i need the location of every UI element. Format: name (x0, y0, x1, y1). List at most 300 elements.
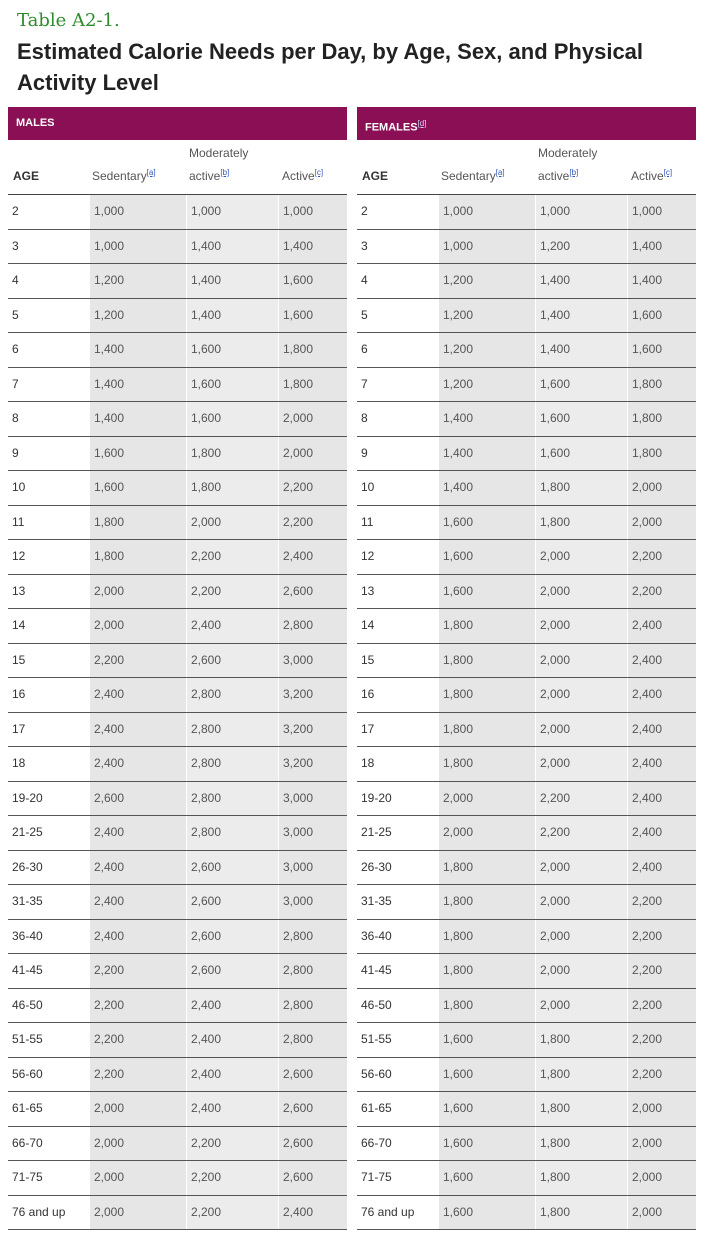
table-row (357, 885, 696, 920)
age-cell: 26-30 (361, 859, 392, 874)
age-cell: 9 (12, 445, 19, 460)
age-cell: 46-50 (12, 997, 43, 1012)
active-cell: 2,200 (628, 885, 696, 919)
sedentary-cell: 1,600 (439, 1196, 535, 1230)
age-cell: 16 (361, 687, 375, 701)
active-cell: 2,200 (279, 471, 347, 505)
table-row (357, 954, 696, 989)
sedentary-cell: 1,000 (439, 195, 535, 229)
sedentary-cell: 2,000 (439, 782, 535, 816)
table-row (8, 299, 347, 334)
moderate-cell: 1,600 (536, 437, 627, 471)
age-cell: 15 (12, 652, 26, 667)
females-table (357, 107, 696, 1230)
table-row (8, 1127, 347, 1162)
age-cell: 31-35 (361, 894, 392, 908)
table-row (8, 713, 347, 748)
age-cell: 17 (12, 721, 26, 736)
age-cell: 8 (361, 411, 368, 425)
table-row (357, 713, 696, 748)
sedentary-cell: 2,200 (90, 1023, 186, 1057)
table-row (8, 437, 347, 472)
table-row (8, 1092, 347, 1127)
table-row (357, 1127, 696, 1162)
moderate-cell: 2,000 (536, 609, 627, 643)
sedentary-cell: 2,000 (90, 1092, 186, 1126)
moderate-cell: 1,400 (536, 333, 627, 367)
age-cell: 2 (12, 204, 19, 218)
moderate-cell: 2,600 (187, 851, 278, 885)
table-row (8, 920, 347, 955)
sedentary-cell: 2,600 (90, 782, 186, 816)
active-cell: 1,800 (628, 402, 696, 436)
active-cell: 2,400 (279, 1196, 347, 1230)
sedentary-cell: 1,200 (439, 368, 535, 402)
moderate-cell: 2,200 (187, 540, 278, 574)
age-cell: 21-25 (361, 825, 392, 839)
table-caption: Table A2-1. (17, 10, 120, 31)
active-cell: 2,400 (628, 678, 696, 712)
active-cell: 2,400 (628, 644, 696, 678)
moderate-cell: 2,400 (187, 1023, 278, 1057)
moderate-cell: 1,600 (187, 333, 278, 367)
sedentary-cell: 1,600 (90, 437, 186, 471)
males-rows (8, 195, 347, 1230)
moderate-cell: 1,400 (187, 299, 278, 333)
moderate-cell: 1,800 (536, 1127, 627, 1161)
table-row (357, 402, 696, 437)
active-cell: 2,400 (279, 540, 347, 574)
sedentary-cell: 1,400 (439, 402, 535, 436)
active-cell: 2,000 (279, 437, 347, 471)
table-row (357, 333, 696, 368)
age-cell: 66-70 (12, 1135, 43, 1150)
active-cell: 2,600 (279, 1058, 347, 1092)
sedentary-cell: 1,600 (90, 471, 186, 505)
age-cell: 71-75 (361, 1170, 392, 1184)
sedentary-cell: 1,200 (439, 333, 535, 367)
active-cell: 2,600 (279, 1161, 347, 1195)
sedentary-cell: 2,000 (90, 575, 186, 609)
active-cell: 1,600 (279, 264, 347, 298)
sedentary-cell: 1,000 (90, 195, 186, 229)
sedentary-cell: 1,000 (90, 230, 186, 264)
sedentary-cell: 1,400 (90, 368, 186, 402)
sedentary-cell: 2,400 (90, 747, 186, 781)
moderate-cell: 2,200 (187, 575, 278, 609)
moderate-cell: 2,600 (187, 920, 278, 954)
moderate-cell: 2,600 (187, 885, 278, 919)
active-cell: 2,400 (628, 816, 696, 850)
sedentary-cell: 1,200 (439, 299, 535, 333)
moderate-cell: 2,000 (536, 713, 627, 747)
age-cell: 6 (12, 342, 19, 356)
active-cell: 2,400 (628, 609, 696, 643)
sedentary-cell: 1,600 (439, 575, 535, 609)
active-cell: 1,400 (279, 230, 347, 264)
footnote-link-c[interactable]: [c] (663, 168, 673, 177)
age-cell: 18 (12, 756, 26, 770)
active-cell: 2,200 (628, 954, 696, 988)
table-row (357, 437, 696, 472)
age-cell: 76 and up (361, 1204, 415, 1219)
moderate-cell: 1,800 (536, 1058, 627, 1092)
age-cell: 4 (361, 273, 368, 287)
females-header-band (357, 107, 696, 140)
active-cell: 1,400 (628, 230, 696, 264)
age-cell: 16 (12, 687, 26, 701)
age-cell: 36-40 (361, 928, 392, 943)
age-cell: 3 (361, 238, 368, 253)
age-cell: 19-20 (12, 790, 43, 805)
table-row (357, 678, 696, 713)
females-label: FEMALES (365, 121, 418, 134)
table-row (357, 540, 696, 575)
moderate-cell: 2,000 (536, 678, 627, 712)
active-cell: 2,600 (279, 1092, 347, 1126)
table-row (8, 1023, 347, 1058)
age-cell: 46-50 (361, 997, 392, 1012)
active-cell: 1,600 (628, 333, 696, 367)
age-cell: 6 (361, 342, 368, 356)
sedentary-cell: 2,400 (90, 713, 186, 747)
table-row (357, 1161, 696, 1196)
active-cell: 2,200 (628, 540, 696, 574)
table-row (8, 506, 347, 541)
sedentary-cell: 2,200 (90, 644, 186, 678)
active-cell: 2,400 (628, 747, 696, 781)
moderate-cell: 2,400 (187, 1058, 278, 1092)
age-cell: 10 (361, 480, 375, 494)
active-cell: 1,000 (279, 195, 347, 229)
sedentary-cell: 1,800 (439, 747, 535, 781)
table-row (8, 195, 347, 230)
moderate-cell: 1,800 (187, 471, 278, 505)
age-cell: 18 (361, 756, 375, 770)
age-cell: 76 and up (12, 1204, 66, 1219)
table-row (357, 816, 696, 851)
moderate-cell: 2,600 (187, 644, 278, 678)
table-row (8, 954, 347, 989)
sedentary-cell: 1,600 (439, 1092, 535, 1126)
table-row (8, 471, 347, 506)
sedentary-cell: 1,800 (90, 506, 186, 540)
table-row (357, 195, 696, 230)
sedentary-cell: 2,000 (90, 609, 186, 643)
table-row (8, 644, 347, 679)
active-cell: 3,000 (279, 851, 347, 885)
moderate-cell: 1,400 (536, 264, 627, 298)
age-cell: 8 (12, 411, 19, 425)
active-cell: 2,000 (279, 402, 347, 436)
active-cell: 3,000 (279, 644, 347, 678)
active-column-header: Active[c] (631, 168, 673, 183)
table-row (8, 264, 347, 299)
moderate-cell: 2,000 (536, 885, 627, 919)
sedentary-cell: 1,200 (439, 264, 535, 298)
sedentary-cell: 2,000 (90, 1127, 186, 1161)
moderate-cell: 1,400 (536, 299, 627, 333)
sedentary-cell: 1,200 (90, 264, 186, 298)
sedentary-cell: 1,800 (439, 713, 535, 747)
sedentary-cell: 1,600 (439, 506, 535, 540)
active-cell: 2,600 (279, 575, 347, 609)
sedentary-cell: 1,600 (439, 1058, 535, 1092)
sedentary-cell: 1,400 (439, 471, 535, 505)
sedentary-cell: 1,200 (90, 299, 186, 333)
sedentary-cell: 1,800 (439, 920, 535, 954)
sedentary-cell: 2,000 (90, 1196, 186, 1230)
active-cell: 2,200 (279, 506, 347, 540)
table-row (357, 575, 696, 610)
sedentary-column-header: Sedentary[a] (92, 168, 156, 183)
age-cell: 11 (12, 514, 25, 529)
table-row (8, 816, 347, 851)
active-cell: 2,000 (628, 471, 696, 505)
table-row (8, 609, 347, 644)
age-cell: 71-75 (12, 1170, 43, 1184)
age-cell: 21-25 (12, 825, 43, 839)
active-cell: 2,800 (279, 920, 347, 954)
active-cell: 2,200 (628, 989, 696, 1023)
males-table (8, 107, 347, 1230)
age-cell: 5 (12, 307, 19, 322)
moderate-cell: 2,200 (536, 782, 627, 816)
table-row (8, 1058, 347, 1093)
sedentary-cell: 2,400 (90, 885, 186, 919)
sedentary-cell: 1,800 (439, 609, 535, 643)
sedentary-cell: 1,800 (439, 678, 535, 712)
active-cell: 2,000 (628, 1196, 696, 1230)
footnote-link-d[interactable]: [d] (417, 119, 427, 128)
moderate-cell: 1,800 (536, 506, 627, 540)
active-cell: 3,200 (279, 678, 347, 712)
sedentary-cell: 1,800 (439, 851, 535, 885)
sedentary-cell: 1,600 (439, 1161, 535, 1195)
moderate-cell: 2,000 (536, 954, 627, 988)
sedentary-cell: 1,600 (439, 1023, 535, 1057)
sedentary-cell: 1,400 (439, 437, 535, 471)
moderate-cell: 2,400 (187, 989, 278, 1023)
age-cell: 26-30 (12, 859, 43, 874)
table-row (357, 644, 696, 679)
table-row (357, 230, 696, 265)
table-row (357, 851, 696, 886)
age-cell: 12 (12, 549, 26, 563)
females-rows (357, 195, 696, 1230)
active-cell: 2,000 (628, 1161, 696, 1195)
active-cell: 1,800 (279, 333, 347, 367)
table-row (357, 747, 696, 782)
active-cell: 2,200 (628, 1023, 696, 1057)
active-cell: 2,400 (628, 851, 696, 885)
moderate-cell: 1,000 (187, 195, 278, 229)
active-cell: 3,000 (279, 816, 347, 850)
age-cell: 56-60 (361, 1066, 392, 1081)
sedentary-cell: 2,400 (90, 920, 186, 954)
active-cell: 2,800 (279, 989, 347, 1023)
footnote-link-b[interactable]: [b] (569, 168, 579, 177)
active-cell: 2,800 (279, 954, 347, 988)
age-cell: 2 (361, 204, 368, 218)
moderate-cell: 1,800 (536, 471, 627, 505)
moderate-cell: 2,000 (536, 747, 627, 781)
moderate-cell: 2,000 (536, 644, 627, 678)
age-cell: 15 (361, 652, 375, 667)
footnote-link-b[interactable]: [b] (220, 168, 230, 177)
moderate-cell: 2,000 (536, 575, 627, 609)
sedentary-cell: 2,000 (90, 1161, 186, 1195)
active-cell: 2,600 (279, 1127, 347, 1161)
table-row (8, 333, 347, 368)
table-row (357, 264, 696, 299)
age-cell: 5 (361, 307, 368, 322)
table-row (8, 230, 347, 265)
age-cell: 12 (361, 549, 375, 563)
table-row (357, 506, 696, 541)
moderate-cell: 1,800 (536, 1092, 627, 1126)
sedentary-cell: 1,600 (439, 540, 535, 574)
active-cell: 2,000 (628, 1092, 696, 1126)
age-cell: 14 (361, 618, 375, 632)
active-cell: 1,000 (628, 195, 696, 229)
moderate-cell: 1,800 (187, 437, 278, 471)
table-row (357, 989, 696, 1024)
sedentary-cell: 1,800 (439, 989, 535, 1023)
table-row (8, 368, 347, 403)
footnote-link-a[interactable]: [a] (495, 168, 505, 177)
table-row (8, 540, 347, 575)
age-cell: 51-55 (361, 1032, 392, 1046)
moderate-cell: 2,800 (187, 816, 278, 850)
active-cell: 3,000 (279, 885, 347, 919)
active-cell: 2,000 (628, 506, 696, 540)
males-column-headers (8, 140, 347, 195)
age-cell: 61-65 (361, 1101, 392, 1115)
sedentary-cell: 2,200 (90, 989, 186, 1023)
males-label: MALES (16, 117, 55, 129)
table-row (357, 1058, 696, 1093)
sedentary-column-header: Sedentary[a] (441, 168, 505, 183)
moderate-cell: 2,200 (187, 1161, 278, 1195)
moderate-column-header: Moderately active[b] (189, 146, 249, 183)
footnote-link-c[interactable]: [c] (314, 168, 324, 177)
table-row (8, 678, 347, 713)
age-cell: 7 (361, 376, 368, 391)
table-row (357, 368, 696, 403)
sedentary-cell: 1,000 (439, 230, 535, 264)
table-row (8, 1196, 347, 1231)
age-cell: 19-20 (361, 790, 392, 805)
sedentary-cell: 2,200 (90, 1058, 186, 1092)
moderate-cell: 2,000 (187, 506, 278, 540)
active-cell: 3,200 (279, 747, 347, 781)
moderate-cell: 2,800 (187, 713, 278, 747)
moderate-cell: 1,400 (187, 264, 278, 298)
age-cell: 13 (12, 583, 26, 598)
age-cell: 7 (12, 376, 19, 391)
age-cell: 56-60 (12, 1066, 43, 1081)
age-cell: 51-55 (12, 1032, 43, 1046)
moderate-column-header: Moderately active[b] (538, 146, 598, 183)
females-column-headers (357, 140, 696, 195)
age-cell: 13 (361, 583, 375, 598)
active-cell: 2,200 (628, 1058, 696, 1092)
active-cell: 1,600 (628, 299, 696, 333)
active-column-header: Active[c] (282, 168, 324, 183)
age-cell: 36-40 (12, 928, 43, 943)
age-cell: 41-45 (12, 963, 43, 977)
page-title: Estimated Calorie Needs per Day, by Age, Sex, and Physical Activity Level (17, 39, 644, 95)
moderate-cell: 2,600 (187, 954, 278, 988)
age-cell: 11 (361, 514, 374, 529)
sedentary-cell: 1,400 (90, 402, 186, 436)
active-cell: 2,000 (628, 1127, 696, 1161)
moderate-cell: 1,600 (187, 368, 278, 402)
males-header-band (8, 107, 347, 140)
moderate-cell: 2,800 (187, 747, 278, 781)
moderate-cell: 2,200 (187, 1196, 278, 1230)
moderate-cell: 2,000 (536, 540, 627, 574)
active-cell: 2,400 (628, 713, 696, 747)
moderate-cell: 1,600 (536, 402, 627, 436)
moderate-cell: 1,400 (187, 230, 278, 264)
sedentary-cell: 1,600 (439, 1127, 535, 1161)
sedentary-cell: 2,000 (439, 816, 535, 850)
age-cell: 66-70 (361, 1135, 392, 1150)
sedentary-cell: 2,200 (90, 954, 186, 988)
table-row (357, 299, 696, 334)
sedentary-cell: 1,400 (90, 333, 186, 367)
active-cell: 3,200 (279, 713, 347, 747)
age-cell: 41-45 (361, 963, 392, 977)
sedentary-cell: 2,400 (90, 816, 186, 850)
table-row (357, 1196, 696, 1231)
moderate-cell: 1,600 (536, 368, 627, 402)
age-cell: 31-35 (12, 894, 43, 908)
age-cell: 14 (12, 618, 26, 632)
active-cell: 1,800 (279, 368, 347, 402)
moderate-cell: 2,400 (187, 1092, 278, 1126)
table-row (357, 471, 696, 506)
moderate-cell: 2,200 (187, 1127, 278, 1161)
age-cell: 9 (361, 445, 368, 460)
age-column-header: AGE (13, 169, 40, 183)
moderate-cell: 1,200 (536, 230, 627, 264)
moderate-cell: 1,800 (536, 1196, 627, 1230)
sedentary-cell: 1,800 (439, 644, 535, 678)
age-cell: 17 (361, 721, 375, 736)
age-cell: 61-65 (12, 1101, 43, 1115)
moderate-cell: 2,200 (536, 816, 627, 850)
table-row (357, 1023, 696, 1058)
table-row (8, 782, 347, 817)
active-cell: 1,800 (628, 368, 696, 402)
table-row (357, 1092, 696, 1127)
moderate-cell: 2,800 (187, 678, 278, 712)
moderate-cell: 2,000 (536, 989, 627, 1023)
age-cell: 4 (12, 273, 19, 287)
sedentary-cell: 2,400 (90, 678, 186, 712)
table-row (8, 1161, 347, 1196)
sedentary-cell: 1,800 (439, 885, 535, 919)
moderate-cell: 2,400 (187, 609, 278, 643)
footnote-link-a[interactable]: [a] (146, 168, 156, 177)
active-cell: 3,000 (279, 782, 347, 816)
sedentary-cell: 1,800 (439, 954, 535, 988)
sedentary-cell: 1,800 (90, 540, 186, 574)
moderate-cell: 1,600 (187, 402, 278, 436)
